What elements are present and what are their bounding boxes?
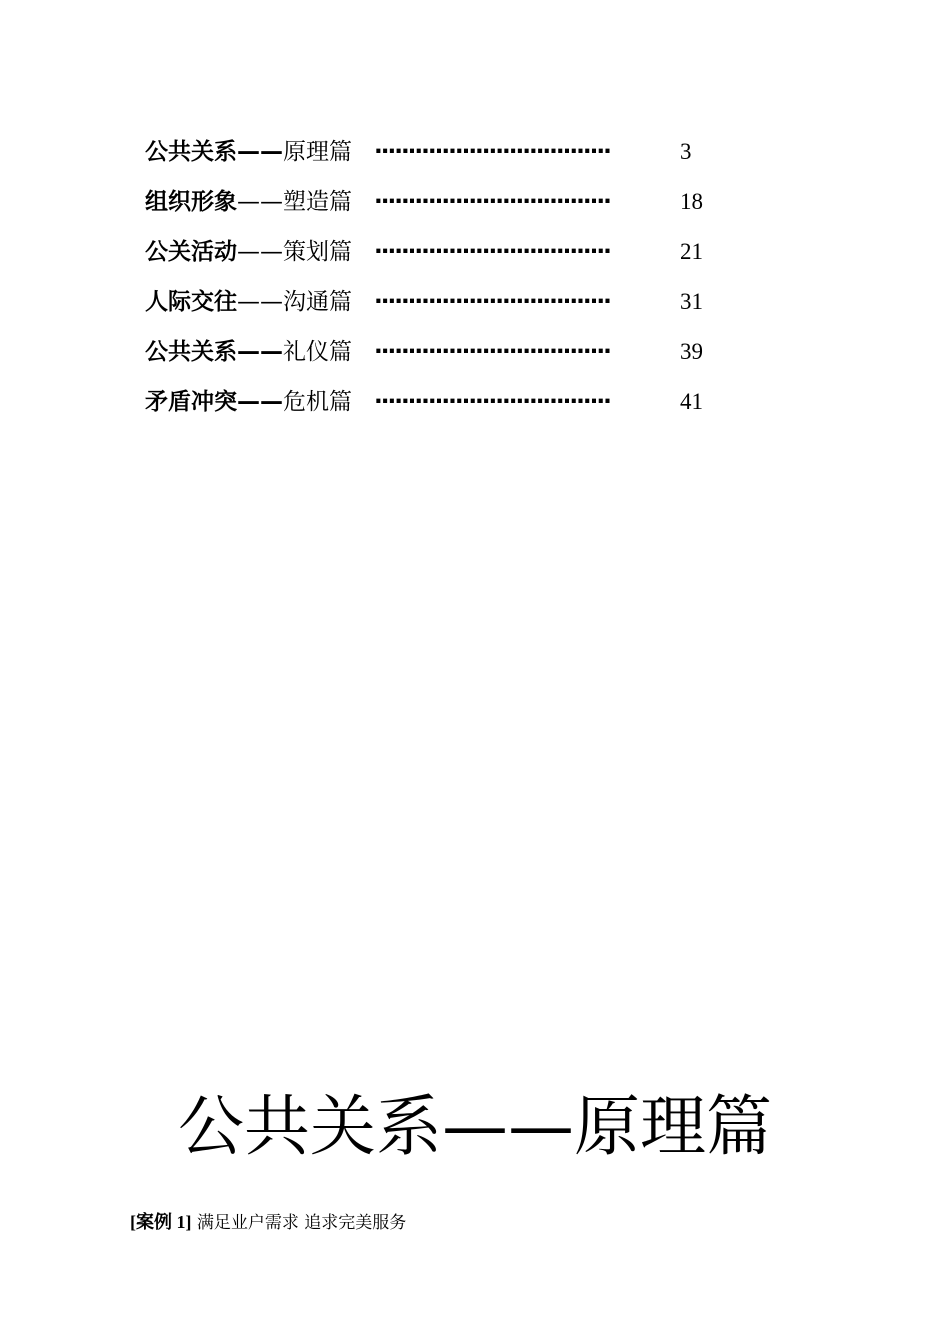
- case-label: 案例: [136, 1212, 172, 1233]
- toc-entry-title: 矛盾冲突: [145, 389, 237, 415]
- toc-entry-subtitle: 策划篇: [283, 239, 352, 265]
- toc-dot-leader: ···································: [374, 289, 610, 315]
- toc-dot-leader: ···································: [374, 339, 610, 365]
- toc-entry-dash: ——: [237, 139, 283, 165]
- toc-entry-title: 组织形象: [145, 189, 237, 215]
- section-title: 公共关系——原理篇: [178, 1088, 772, 1165]
- toc-dot-leader: ···································: [374, 189, 610, 215]
- case-description: 满足业户需求 追求完美服务: [191, 1213, 407, 1233]
- toc-entry-title: 人际交往: [145, 289, 237, 315]
- toc-entry[interactable]: [145, 334, 705, 384]
- toc-page-number: 21: [680, 239, 703, 264]
- toc-dot-leader: ···································: [374, 239, 610, 265]
- toc-entry-dash: ——: [237, 339, 283, 365]
- toc-dot-leader: ···································: [374, 389, 610, 415]
- toc-entry-subtitle: 礼仪篇: [283, 339, 352, 365]
- toc-entry-dash: ——: [237, 389, 283, 415]
- toc-page-number: 18: [680, 189, 703, 214]
- toc-entry-subtitle: 危机篇: [283, 389, 352, 415]
- toc-entry-title: 公关活动: [145, 239, 237, 265]
- toc-page-number: 31: [680, 289, 703, 314]
- toc-entry-subtitle: 塑造篇: [283, 189, 352, 215]
- toc-entry-dash: ——: [237, 189, 283, 215]
- toc-entry[interactable]: [145, 184, 705, 234]
- case-bracket-open: [: [130, 1212, 136, 1232]
- case-number: 1]: [172, 1212, 192, 1232]
- toc-entry-subtitle: 原理篇: [283, 139, 352, 165]
- toc-dot-leader: ···································: [374, 139, 610, 165]
- toc-page-number: 3: [680, 139, 692, 164]
- toc-entry-title: 公共关系: [145, 339, 237, 365]
- toc-entry[interactable]: [145, 134, 705, 184]
- toc-entry[interactable]: [145, 234, 705, 284]
- toc-entry[interactable]: [145, 384, 705, 434]
- toc-entry[interactable]: [145, 284, 705, 334]
- toc-entry-dash: ——: [237, 289, 283, 315]
- toc-entry-title: 公共关系: [145, 139, 237, 165]
- toc-entry-subtitle: 沟通篇: [283, 289, 352, 315]
- toc-page-number: 39: [680, 339, 703, 364]
- toc-page-number: 41: [680, 389, 703, 414]
- toc-entry-dash: ——: [237, 239, 283, 265]
- table-of-contents: [145, 134, 705, 434]
- case-heading: [130, 1208, 406, 1234]
